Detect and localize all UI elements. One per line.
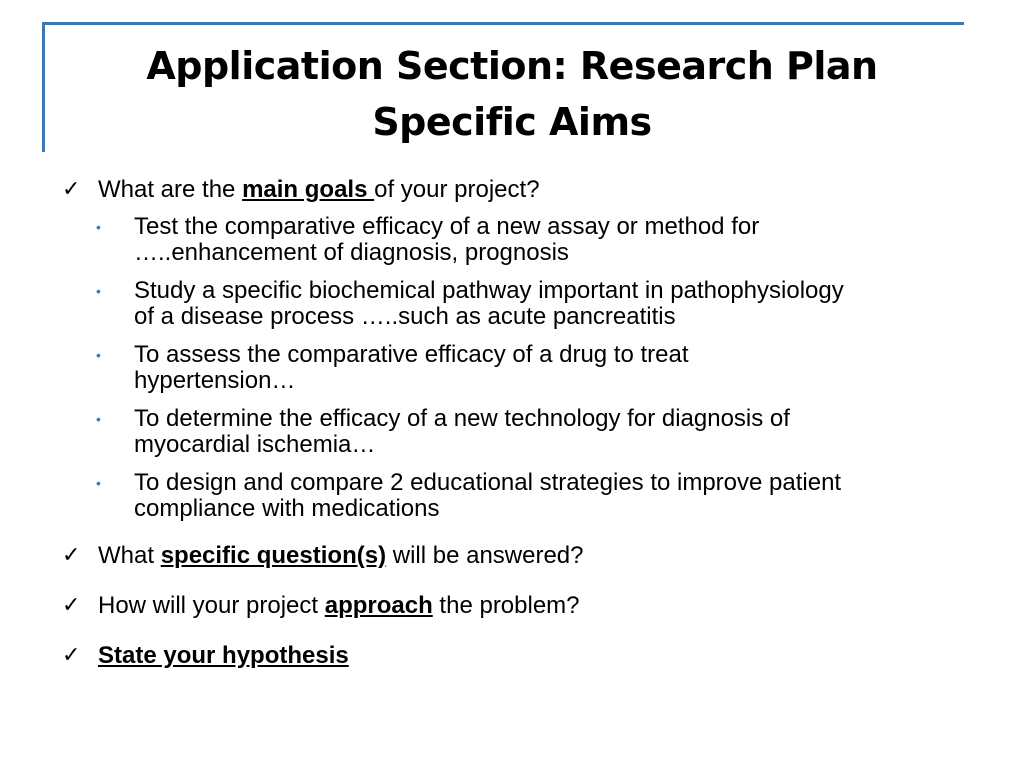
bullet-dot-icon: • — [96, 283, 101, 299]
sub-bullet-list — [62, 214, 992, 522]
sub-bullet-item — [62, 214, 992, 266]
bullet-dot-icon: • — [96, 219, 101, 235]
sub-bullet-line: Study a specific biochemical pathway important in pathophysiology — [134, 277, 844, 304]
frame-left-line — [42, 22, 45, 152]
bullet-dot-icon: • — [96, 347, 101, 363]
checklist-item-specific-questions — [62, 542, 992, 570]
item-text: What — [98, 542, 161, 569]
checkmark-icon: ✓ — [62, 593, 81, 618]
sub-bullet-line: To design and compare 2 educational strategies to improve patient — [134, 469, 842, 496]
sub-bullet-line: Test the comparative efficacy of a new assay or method for — [134, 213, 760, 240]
bullet-dot-icon: • — [96, 475, 101, 491]
item-emphasis: specific question(s) — [160, 542, 387, 569]
sub-bullet-item — [62, 406, 992, 458]
frame-top-line — [42, 22, 964, 25]
sub-bullet-line: To determine the efficacy of a new technology for diagnosis of — [134, 405, 790, 432]
checklist-item-main-goals — [62, 176, 992, 204]
sub-bullet-line: of a disease process …..such as acute pancreatitis — [134, 303, 676, 330]
item-text: How will your project — [98, 592, 325, 619]
sub-bullet-line: myocardial ischemia… — [134, 431, 376, 458]
item-emphasis: State your hypothesis — [98, 642, 349, 669]
sub-bullet-item — [62, 470, 992, 522]
checkmark-icon: ✓ — [62, 643, 81, 668]
item-text: What are the — [98, 176, 243, 203]
item-text: the problem? — [432, 592, 580, 619]
sub-bullet-line: …..enhancement of diagnosis, prognosis — [134, 239, 569, 266]
sub-bullet-item — [62, 342, 992, 394]
checkmark-icon: ✓ — [62, 543, 81, 568]
checklist-item-approach — [62, 592, 992, 620]
checklist-item-hypothesis — [62, 642, 992, 670]
item-text: of your project? — [374, 176, 540, 203]
sub-bullet-item — [62, 278, 992, 330]
checkmark-icon: ✓ — [62, 177, 81, 202]
bullet-dot-icon: • — [96, 411, 101, 427]
title-line-1: Application Section: Research Plan — [146, 44, 878, 88]
title-line-2: Specific Aims — [372, 100, 652, 144]
sub-bullet-line: hypertension… — [134, 367, 296, 394]
item-text: will be answered? — [386, 542, 584, 569]
sub-bullet-line: To assess the comparative efficacy of a drug to treat — [134, 341, 689, 368]
slide-title — [60, 38, 964, 150]
slide-content — [62, 176, 992, 670]
sub-bullet-line: compliance with medications — [134, 495, 440, 522]
item-emphasis: main goals — [242, 176, 375, 203]
item-emphasis: approach — [324, 592, 433, 619]
